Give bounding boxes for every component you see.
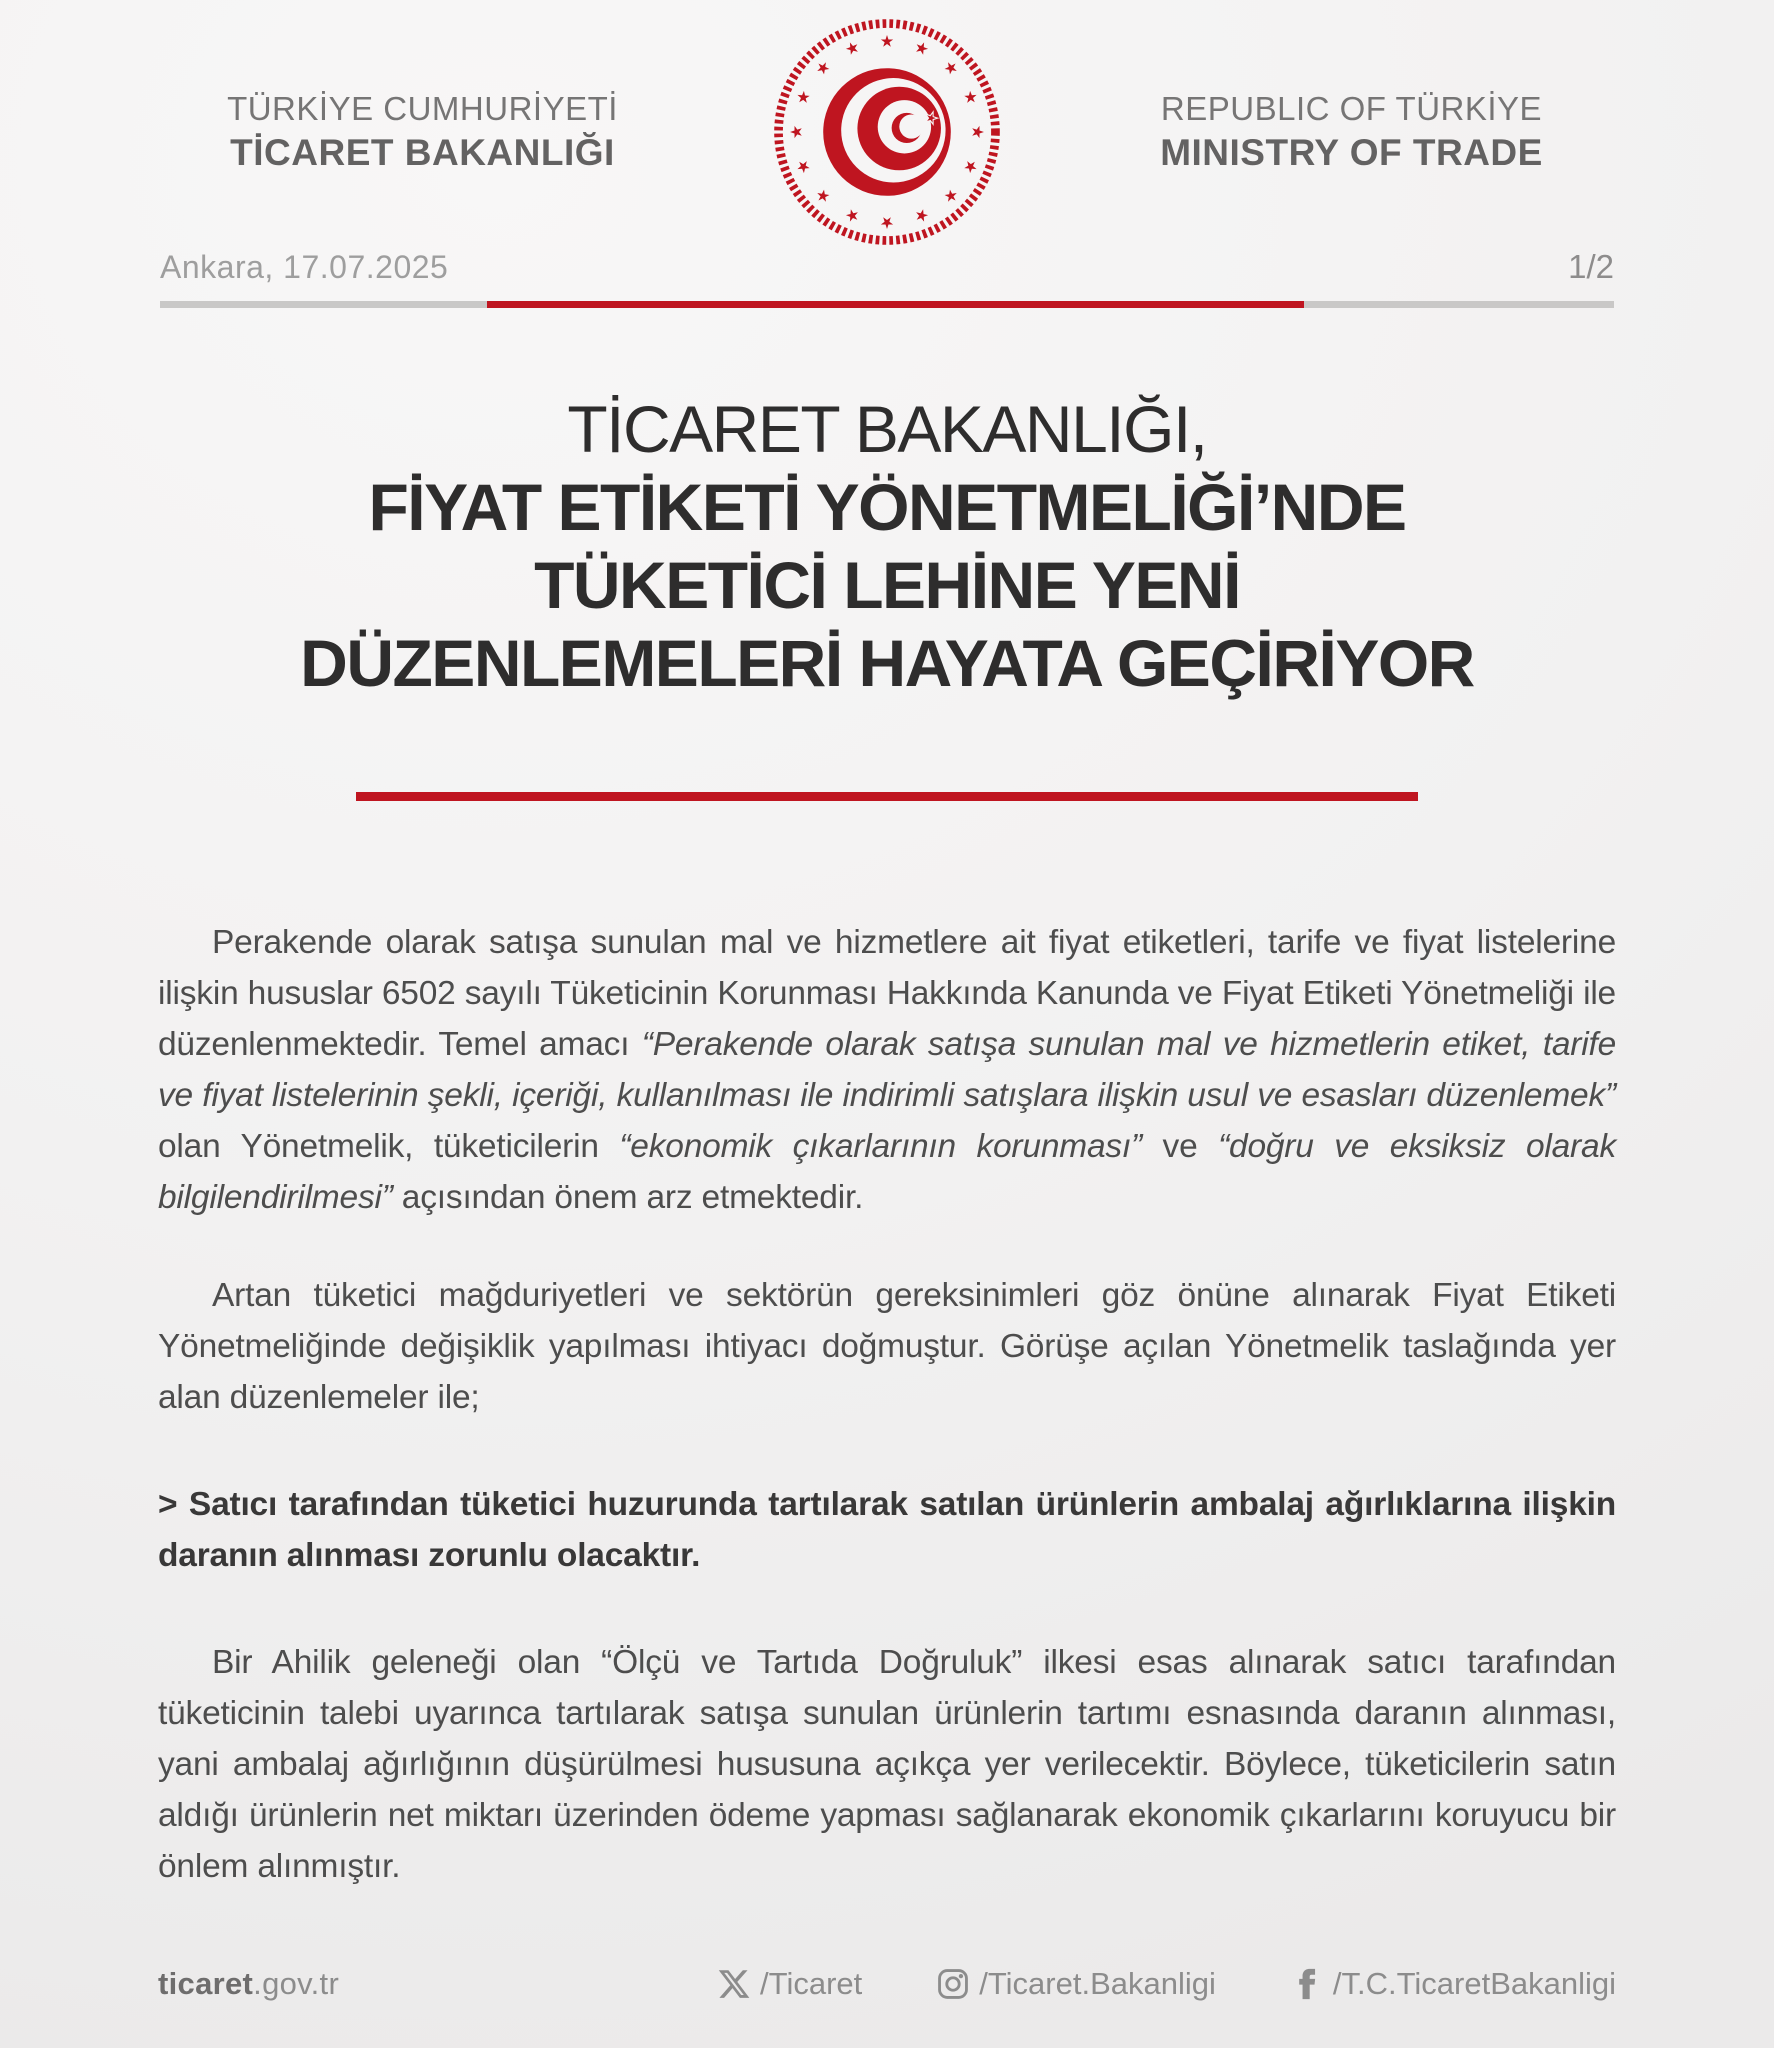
- headline-line-1: TİCARET BAKANLIĞI,: [567, 392, 1207, 466]
- facebook-handle: /T.C.TicaretBakanligi: [1332, 1966, 1616, 2001]
- org-ministry-en: MINISTRY OF TRADE: [1160, 131, 1543, 173]
- x-icon: [717, 1967, 751, 2001]
- headline-line-2: FİYAT ETİKETİ YÖNETMELİĞİ’NDE: [368, 470, 1406, 544]
- paragraph-1-text: açısından önem arz etmektedir.: [392, 1179, 864, 1216]
- bullet-chevron: >: [158, 1486, 178, 1523]
- paragraph-1-text: olan Yönetmelik, tüketicilerin: [158, 1128, 620, 1165]
- website-domain: .gov.tr: [253, 1966, 340, 2001]
- article-body: [0, 917, 1774, 1939]
- paragraph-1-quote-2: “ekonomik çıkarlarının korunması”: [619, 1128, 1142, 1165]
- instagram-handle: /Ticaret.Bakanligi: [979, 1966, 1216, 2001]
- headline-line-4: DÜZENLEMELERİ HAYATA GEÇİRİYOR: [300, 626, 1474, 700]
- social-links: [717, 1966, 1616, 2002]
- ministry-of-trade-emblem-icon: [771, 16, 1003, 248]
- headline-underline: [356, 792, 1418, 801]
- paragraph-1-quote-3: “doğru ve eksiksiz olarak bilgilendirilmesi”: [158, 1128, 1616, 1216]
- website-link[interactable]: [158, 1966, 339, 2002]
- page-indicator: 1/2: [1568, 248, 1614, 285]
- headline: [30, 390, 1744, 702]
- crescent-spiral: [823, 68, 951, 196]
- headline-line-3: TÜKETİCİ LEHİNE YENİ: [534, 548, 1240, 622]
- paragraph-3: Bir Ahilik geleneği olan “Ölçü ve Tartıda Doğruluk” ilkesi esas alınarak satıcı tarafından tüketicinin talebi uyarınca tartılarak satışa sunulan ürünlerin tartımı esnasında daranın alınması, yani ambalaj ağırlığının düşürülmesi hususuna açıkça yer verilecektir. Böylece, tüketicilerin satın aldığı ürünlerin net miktarı üzerinden ödeme yapması sağlanarak ekonomik çıkarlarını koruyucu bir önlem alınmıştır.: [158, 1644, 1616, 1885]
- meta-row: [0, 248, 1774, 286]
- paragraph-1-text: Perakende olarak satışa sunulan mal ve hizmetlere ait fiyat etiketleri, tarife ve fiyat listelerine ilişkin hususlar 6502 sayılı Tüketicinin Korunması Hakkında Kanunda ve Fiyat Etiketi Yönetmeliği ile düzenlenmektedir. Temel amacı: [158, 924, 1616, 1063]
- org-name-turkish: [110, 88, 735, 176]
- bullet-point: [158, 1479, 1616, 1581]
- org-name-english: [1039, 88, 1664, 176]
- letterhead: [0, 0, 1774, 248]
- org-country-tr: TÜRKİYE CUMHURİYETİ: [227, 90, 618, 128]
- progress-track: [160, 301, 1614, 308]
- instagram-social-link[interactable]: [936, 1966, 1216, 2002]
- dateline: Ankara, 17.07.2025: [160, 249, 449, 285]
- website-brand: ticaret: [158, 1966, 254, 2001]
- progress-fill: [487, 301, 1304, 308]
- x-handle: /Ticaret: [760, 1966, 863, 2001]
- org-ministry-tr: TİCARET BAKANLIĞI: [230, 131, 615, 173]
- paragraph-1-quote-1: “Perakende olarak satışa sunulan mal ve hizmetlerin etiket, tarife ve fiyat listelerinin şekli, içeriği, kullanılması ile indirimli satışlara ilişkin usul ve esasları düzenlemek”: [158, 1026, 1616, 1114]
- paragraph-2: Artan tüketici mağduriyetleri ve sektörün gereksinimleri göz önüne alınarak Fiyat Etiketi Yönetmeliğinde değişiklik yapılması ihtiyacı doğmuştur. Görüşe açılan Yönetmelik taslağında yer alan düzenlemeler ile;: [158, 1277, 1616, 1416]
- paragraph-1: [158, 917, 1616, 1223]
- footer: [0, 1966, 1774, 2048]
- org-country-en: REPUBLIC OF TÜRKİYE: [1160, 90, 1543, 128]
- facebook-social-link[interactable]: [1290, 1966, 1616, 2002]
- paragraph-1-text: ve: [1142, 1128, 1219, 1165]
- emblem-svg: [771, 16, 1003, 248]
- bullet-text: Satıcı tarafından tüketici huzurunda tartılarak satılan ürünlerin ambalaj ağırlıklarına ilişkin daranın alınması zorunlu olacaktır.: [158, 1486, 1616, 1574]
- instagram-icon: [936, 1967, 970, 2001]
- facebook-icon: [1290, 1967, 1324, 2001]
- x-social-link[interactable]: [717, 1966, 862, 2002]
